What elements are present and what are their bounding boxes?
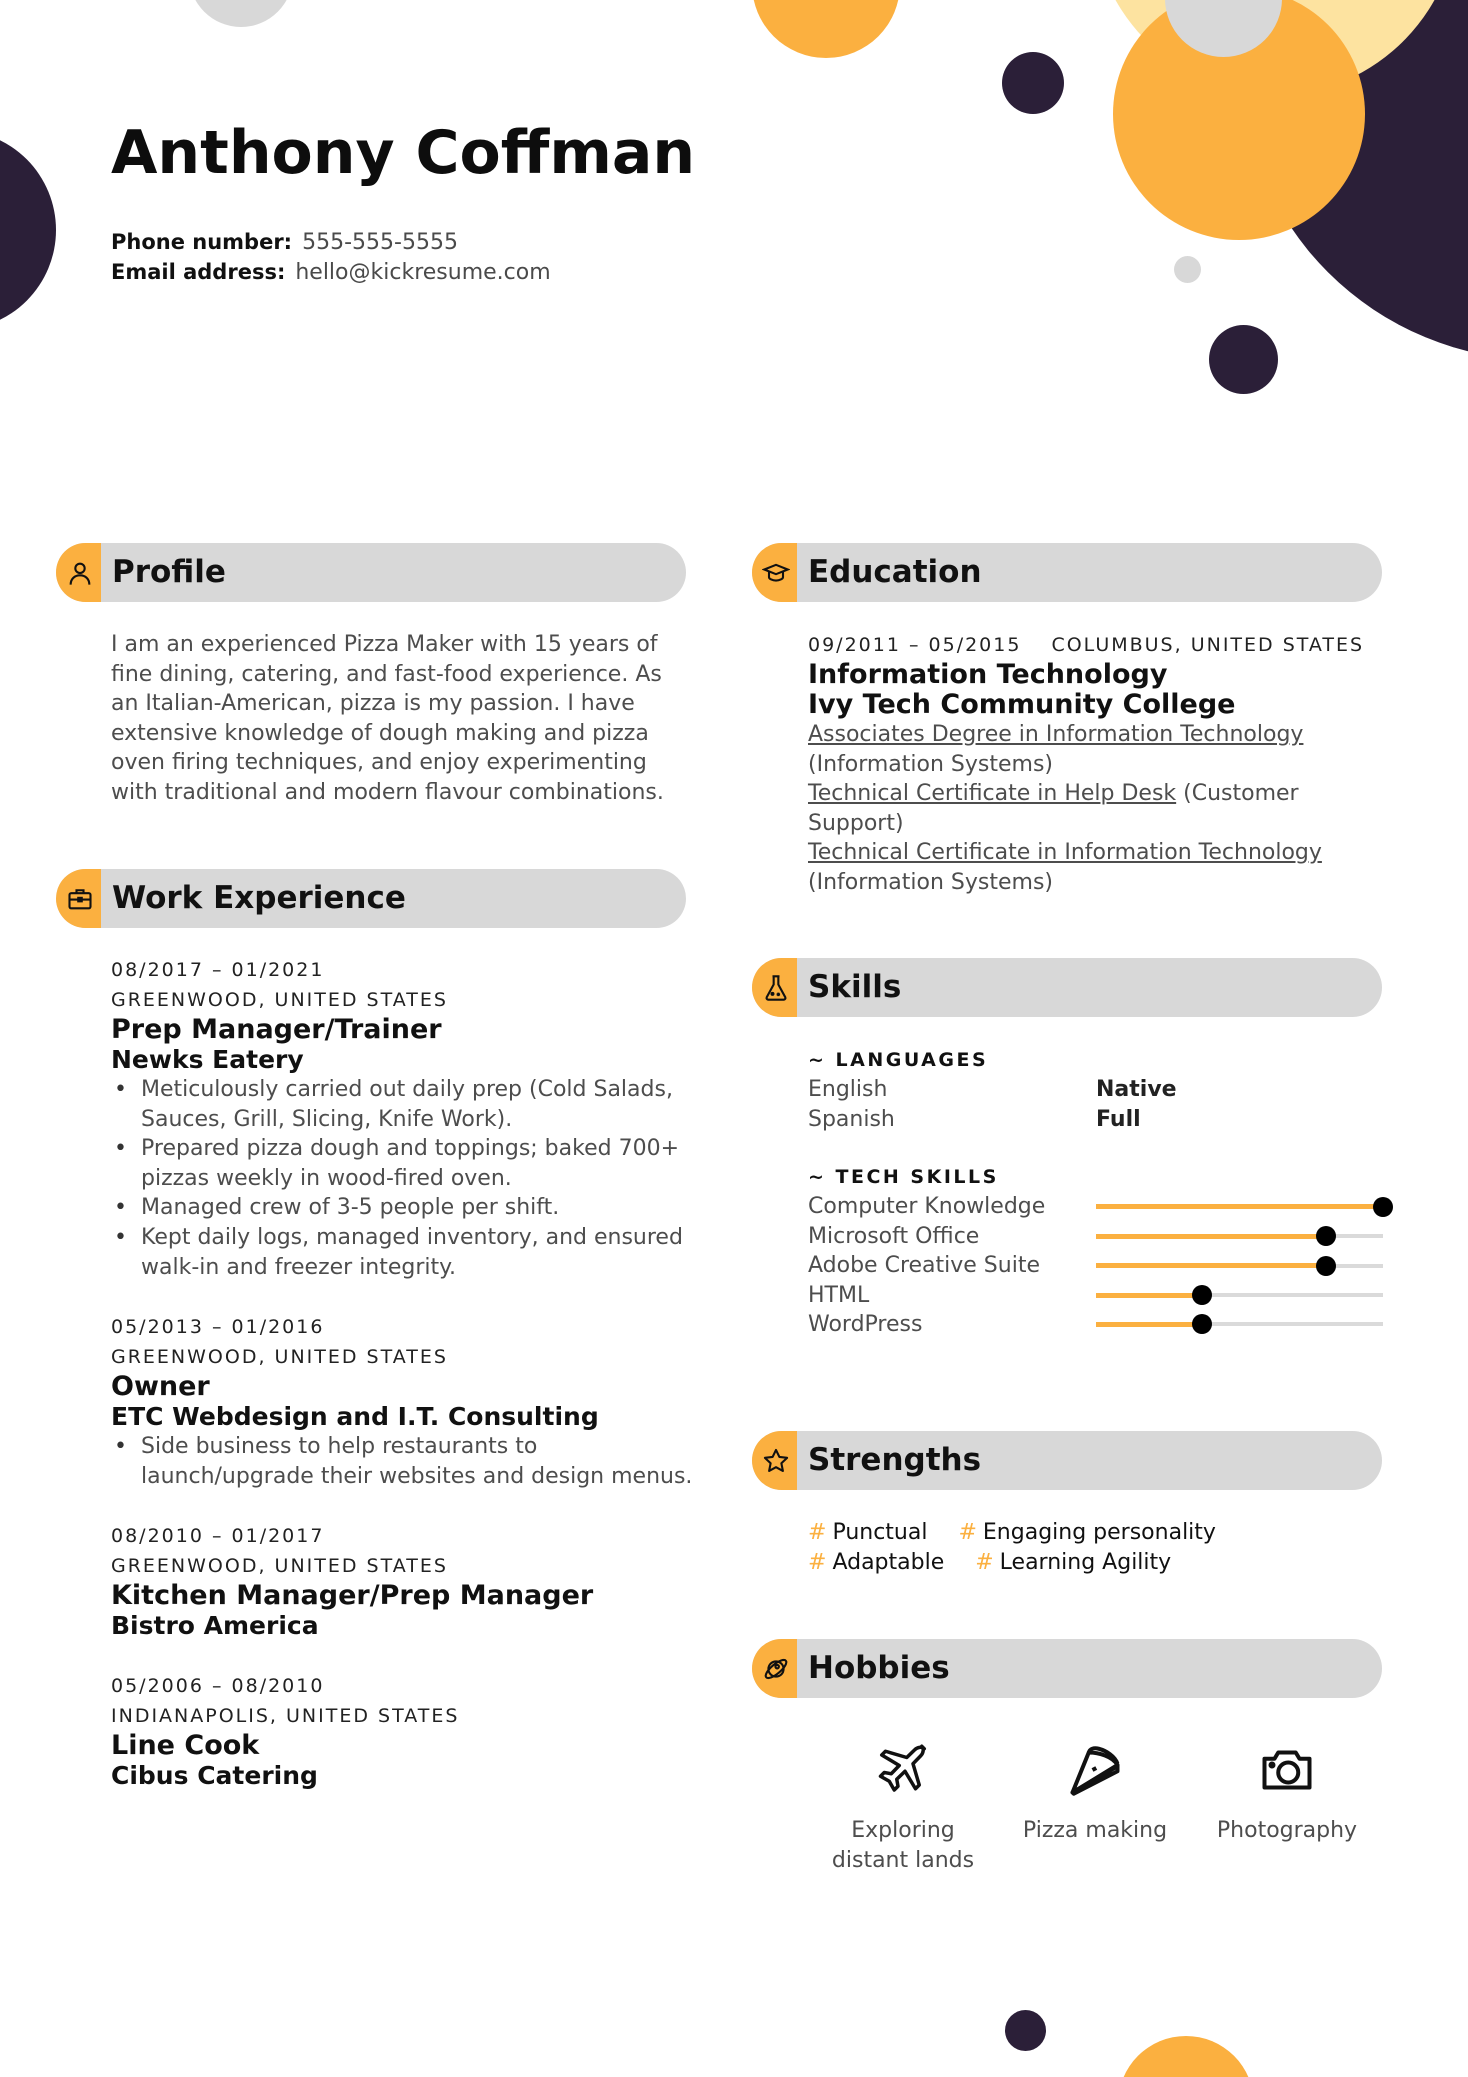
decor-circle-dark-bottom bbox=[1005, 2010, 1046, 2051]
section-title: Work Experience bbox=[112, 880, 406, 916]
pizza-slice-icon bbox=[1065, 1740, 1125, 1800]
hobby-item bbox=[1202, 1740, 1372, 1846]
job-title: Kitchen Manager/Prep Manager bbox=[111, 1580, 594, 1612]
profile-text: I am an experienced Pizza Maker with 15 years of fine dining, catering, and fast-food experience. As an Italian-American, pizza is my passion. I have extensive knowledge of dough making and pizza oven firing techniques, and enjoy experimenting with traditional and modern flavour combinations. bbox=[111, 632, 664, 805]
edu-link[interactable]: Associates Degree in Information Technology bbox=[808, 722, 1304, 747]
skills-content bbox=[808, 1045, 1388, 1339]
section-title: Education bbox=[808, 554, 982, 590]
edu-school: Ivy Tech Community College bbox=[808, 689, 1236, 720]
edu-link[interactable]: Technical Certificate in Information Technology bbox=[808, 840, 1322, 866]
edu-link[interactable]: Technical Certificate in Help Desk bbox=[808, 781, 1177, 807]
edu-item: Associates Degree in Information Technology (Information Systems) bbox=[808, 722, 1304, 777]
edu-field: Information Technology bbox=[808, 659, 1168, 690]
section-title: Strengths bbox=[808, 1442, 982, 1478]
star-icon bbox=[762, 1447, 790, 1475]
decor-circle-dark-left bbox=[0, 130, 56, 330]
section-title: Hobbies bbox=[808, 1650, 950, 1686]
section-header-hobbies bbox=[752, 1639, 1382, 1698]
camera-icon bbox=[1257, 1740, 1317, 1800]
email-row bbox=[111, 260, 551, 285]
email-label: Email address: bbox=[111, 260, 286, 284]
job-entry bbox=[111, 955, 701, 1282]
decor-circle-dark-medium bbox=[1209, 325, 1278, 394]
job-title: Prep Manager/Trainer bbox=[111, 1014, 442, 1045]
section-title: Profile bbox=[112, 554, 226, 590]
edu-item: Technical Certificate in Information Technology (Information Systems) bbox=[808, 840, 1322, 895]
job-location: GREENWOOD, UNITED STATES bbox=[111, 989, 448, 1011]
decor-circle-dark-small bbox=[1002, 52, 1064, 114]
decor-circle-orange-bottom bbox=[1118, 2036, 1254, 2077]
strength-tag: # Engaging personality bbox=[958, 1520, 1216, 1545]
skill-level-bar bbox=[1096, 1234, 1383, 1238]
job-dates: 05/2013 – 01/2016 bbox=[111, 1316, 325, 1339]
person-icon bbox=[66, 559, 94, 587]
tag-row bbox=[808, 1518, 1388, 1548]
email-value[interactable]: hello@kickresume.com bbox=[295, 260, 551, 285]
skill-level-knob bbox=[1192, 1285, 1212, 1305]
edu-dates: 09/2011 – 05/2015 bbox=[808, 634, 1022, 656]
section-header-work-experience bbox=[56, 869, 686, 928]
skill-level-bar bbox=[1096, 1293, 1383, 1297]
edu-dates-location bbox=[808, 630, 1408, 660]
tech-skills-heading: ~ TECH SKILLS bbox=[808, 1166, 999, 1189]
skill-level-bar bbox=[1096, 1264, 1383, 1268]
job-company: ETC Webdesign and I.T. Consulting bbox=[111, 1402, 599, 1432]
decor-circle-gray-top bbox=[189, 0, 293, 27]
language-row: English Native bbox=[808, 1077, 1177, 1102]
job-company: Newks Eatery bbox=[111, 1045, 304, 1074]
bullet-item: • Side business to help restaurants to launch/upgrade their websites and design menus. bbox=[111, 1432, 701, 1491]
skill-level-knob bbox=[1373, 1197, 1393, 1217]
airplane-icon bbox=[873, 1740, 933, 1800]
language-row: Spanish Full bbox=[808, 1106, 1141, 1132]
hobby-item bbox=[818, 1740, 988, 1876]
decor-circle-orange-top bbox=[752, 0, 900, 58]
job-bullets bbox=[111, 1075, 701, 1282]
section-title: Skills bbox=[808, 969, 902, 1005]
skill-level-knob bbox=[1316, 1226, 1336, 1246]
languages-heading: ~ LANGUAGES bbox=[808, 1049, 989, 1071]
briefcase-icon bbox=[66, 885, 94, 913]
job-bullets bbox=[111, 1432, 701, 1491]
edu-item: Technical Certificate in Help Desk (Customer Support) bbox=[808, 781, 1299, 836]
graduation-cap-icon bbox=[762, 559, 790, 587]
bullet-item: • Meticulously carried out daily prep (Cold Salads, Sauces, Grill, Slicing, Knife Work). bbox=[111, 1075, 701, 1134]
phone-label: Phone number: bbox=[111, 230, 293, 254]
job-location: GREENWOOD, UNITED STATES bbox=[111, 1555, 448, 1578]
strengths-tags bbox=[808, 1518, 1388, 1578]
section-header-strengths bbox=[752, 1431, 1382, 1490]
skill-row: WordPress bbox=[808, 1310, 1388, 1339]
hobby-label: Exploring distant lands bbox=[831, 1818, 975, 1873]
skill-level-knob bbox=[1192, 1314, 1212, 1334]
phone-row bbox=[111, 230, 458, 255]
bullet-item: • Managed crew of 3-5 people per shift. bbox=[111, 1193, 701, 1223]
skill-row: Adobe Creative Suite bbox=[808, 1251, 1388, 1280]
bullet-item: • Kept daily logs, managed inventory, and ensured walk-in and freezer integrity. bbox=[111, 1223, 701, 1282]
planet-icon bbox=[762, 1655, 790, 1683]
work-list bbox=[111, 955, 701, 1821]
job-dates: 05/2006 – 08/2010 bbox=[111, 1675, 325, 1698]
job-dates: 08/2010 – 01/2017 bbox=[111, 1525, 325, 1548]
job-entry bbox=[111, 1521, 701, 1641]
edu-location: COLUMBUS, UNITED STATES bbox=[1051, 634, 1365, 656]
hobby-item bbox=[1010, 1740, 1180, 1846]
education-entry bbox=[808, 630, 1408, 898]
skill-level-bar bbox=[1096, 1205, 1383, 1209]
job-company: Cibus Catering bbox=[111, 1761, 318, 1791]
strength-tag: # Learning Agility bbox=[975, 1550, 1172, 1575]
hobby-label: Photography bbox=[1216, 1818, 1358, 1843]
job-title: Line Cook bbox=[111, 1730, 260, 1762]
skill-row: HTML bbox=[808, 1280, 1388, 1309]
job-company: Bistro America bbox=[111, 1611, 319, 1641]
job-title: Owner bbox=[111, 1371, 210, 1403]
job-location: INDIANAPOLIS, UNITED STATES bbox=[111, 1705, 460, 1728]
section-header-profile bbox=[56, 543, 686, 602]
job-dates: 08/2017 – 01/2021 bbox=[111, 959, 325, 981]
skill-row: Microsoft Office bbox=[808, 1222, 1388, 1251]
skill-row: Computer Knowledge bbox=[808, 1192, 1388, 1221]
job-location: GREENWOOD, UNITED STATES bbox=[111, 1346, 448, 1369]
job-entry bbox=[111, 1312, 701, 1491]
decor-circle-gray-dot bbox=[1174, 256, 1201, 283]
bullet-item: • Prepared pizza dough and toppings; baked 700+ pizzas weekly in wood-fired oven. bbox=[111, 1134, 701, 1193]
strength-tag: # Adaptable bbox=[808, 1550, 945, 1575]
skill-level-knob bbox=[1316, 1256, 1336, 1276]
flask-icon bbox=[762, 974, 790, 1002]
candidate-name: Anthony Coffman bbox=[111, 118, 696, 188]
section-header-skills bbox=[752, 958, 1382, 1017]
hobby-label: Pizza making bbox=[1022, 1818, 1168, 1843]
tech-skills-list bbox=[808, 1192, 1388, 1339]
phone-value: 555-555-5555 bbox=[302, 230, 458, 255]
tag-row bbox=[808, 1548, 1388, 1578]
skill-level-bar bbox=[1096, 1322, 1383, 1326]
strength-tag: # Punctual bbox=[808, 1520, 928, 1545]
section-header-education bbox=[752, 543, 1382, 602]
job-entry bbox=[111, 1671, 701, 1791]
